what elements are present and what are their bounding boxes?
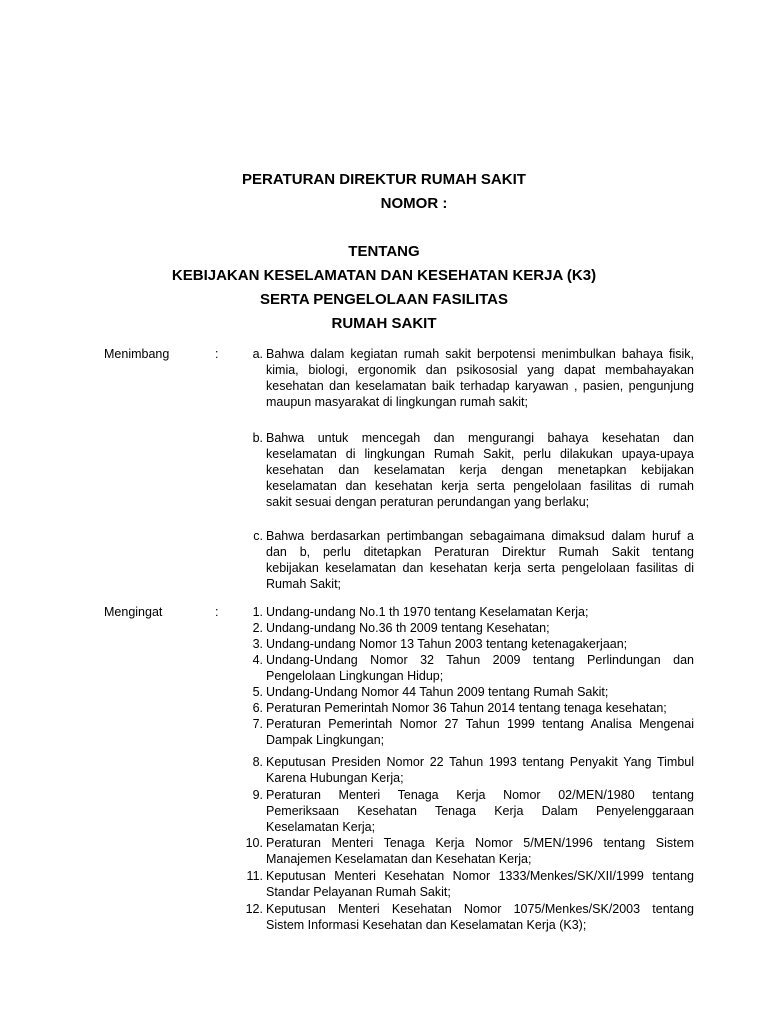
text-line: kesehatan dan keselamatan kerja dengan menetapkan kebijakan: [266, 463, 694, 477]
text-line: dan b, perlu ditetapkan Peraturan Direktur Rumah Sakit tentang: [266, 545, 694, 559]
text-line: kimia, biologi, ergonomik dan psikososial yang dapat membahayakan: [266, 363, 694, 377]
text-line: Bahwa dalam kegiatan rumah sakit berpotensi menimbulkan bahaya fisik,: [266, 347, 694, 361]
text-line: Standar Pelayanan Rumah Sakit;: [266, 885, 451, 899]
text-line: keselamatan di lingkungan Rumah Sakit, perlu dilakukan upaya-upaya: [266, 447, 694, 461]
text-line: Undang-undang No.36 th 2009 tentang Kesehatan;: [266, 621, 550, 635]
text-line: Karena Hubungan Kerja;: [266, 771, 404, 785]
menimbang-label: Menimbang: [104, 347, 170, 361]
item-text: [266, 604, 694, 620]
item-number: 11.: [246, 869, 263, 883]
title-line-nomor: NOMOR :: [380, 195, 448, 212]
text-line: Manajemen Keselamatan dan Kesehatan Kerja;: [266, 852, 532, 866]
item-number: 9.: [252, 788, 263, 802]
item-text: [266, 430, 694, 510]
text-line: Undang-Undang Nomor 44 Tahun 2009 tentang Rumah Sakit;: [266, 685, 609, 699]
title-line-1: PERATURAN DIREKTUR RUMAH SAKIT: [242, 171, 526, 188]
item-text: [266, 636, 694, 652]
mengingat-colon: :: [215, 605, 219, 619]
text-line: Undang-undang Nomor 13 Tahun 2003 tentang ketenagakerjaan;: [266, 637, 628, 651]
text-line: Pemeriksaan Kesehatan Tenaga Kerja Dalam Penyelenggaraan: [266, 804, 694, 818]
text-line: Peraturan Menteri Tenaga Kerja Nomor 5/MEN/1996 tentang Sistem: [266, 836, 694, 850]
text-line: Peraturan Pemerintah Nomor 27 Tahun 1999 tentang Analisa Mengenai: [266, 717, 694, 731]
text-line: keselamatan dan kesehatan kerja serta pengelolaan fasilitas di rumah: [266, 479, 694, 493]
text-line: kebijakan keselamatan dan kesehatan kerja serta pengelolaan fasilitas di: [266, 561, 694, 575]
item-number: 1.: [252, 605, 263, 619]
text-line: sakit sesuai dengan peraturan perundangan yang berlaku;: [266, 495, 590, 509]
item-text: [266, 528, 694, 592]
text-line: Keputusan Menteri Kesehatan Nomor 1333/Menkes/SK/XII/1999 tentang: [266, 869, 694, 883]
item-number: 7.: [252, 717, 263, 731]
text-line: kesehatan dan keselamatan baik terhadap karyawan , pasien, pengunjung: [266, 379, 694, 393]
item-number: 4.: [252, 653, 263, 667]
item-text: [266, 652, 694, 684]
text-line: Peraturan Pemerintah Nomor 36 Tahun 2014 tentang tenaga kesehatan;: [266, 701, 667, 715]
item-text: [266, 346, 694, 410]
item-text: [266, 754, 694, 786]
mengingat-label: Mengingat: [104, 605, 163, 619]
item-mark: a.: [252, 347, 263, 361]
text-line: Keputusan Menteri Kesehatan Nomor 1075/Menkes/SK/2003 tentang: [266, 902, 694, 916]
menimbang-section: [104, 346, 694, 596]
regulation-title: [0, 168, 768, 216]
item-number: 6.: [252, 701, 263, 715]
item-mark: c.: [253, 529, 263, 543]
text-line: Peraturan Menteri Tenaga Kerja Nomor 02/MEN/1980 tentang: [266, 788, 694, 802]
text-line: Undang-Undang Nomor 32 Tahun 2009 tentang Perlindungan dan: [266, 653, 694, 667]
text-line: Pengelolaan Lingkungan Hidup;: [266, 669, 444, 683]
text-line: maupun masyarakat di lingkungan rumah sakit;: [266, 395, 528, 409]
item-text: [266, 901, 694, 933]
text-line: Sistem Informasi Kesehatan dan Keselamatan Kerja (K3);: [266, 918, 587, 932]
item-number: 10.: [245, 836, 263, 850]
text-line: Bahwa berdasarkan pertimbangan sebagaimana dimaksud dalam huruf a: [266, 529, 694, 543]
text-line: Keputusan Presiden Nomor 22 Tahun 1993 tentang Penyakit Yang Timbul: [266, 755, 694, 769]
item-number: 12.: [245, 902, 263, 916]
text-line: Dampak Lingkungan;: [266, 733, 385, 747]
subject-line-2: KEBIJAKAN KESELAMATAN DAN KESEHATAN KERJA (K3): [171, 267, 597, 284]
item-number: 2.: [252, 621, 263, 635]
text-line: Rumah Sakit;: [266, 577, 342, 591]
regulation-subject: [0, 240, 768, 336]
text-line: Undang-undang No.1 th 1970 tentang Keselamatan Kerja;: [266, 605, 589, 619]
menimbang-colon: :: [215, 347, 219, 361]
subject-line-4: RUMAH SAKIT: [331, 315, 437, 332]
item-text: [266, 716, 694, 748]
item-text: [266, 620, 694, 636]
mengingat-section: [104, 604, 694, 934]
item-text: [266, 700, 694, 716]
subject-line-tentang: TENTANG: [348, 243, 420, 260]
text-line: Keselamatan Kerja;: [266, 820, 376, 834]
item-text: [266, 684, 694, 700]
subject-line-3: SERTA PENGELOLAAN FASILITAS: [259, 291, 509, 308]
text-line: Bahwa untuk mencegah dan mengurangi bahaya kesehatan dan: [266, 431, 694, 445]
item-text: [266, 835, 694, 867]
item-number: 5.: [252, 685, 263, 699]
item-mark: b.: [252, 431, 263, 445]
item-number: 8.: [252, 755, 263, 769]
item-number: 3.: [252, 637, 263, 651]
item-text: [266, 787, 694, 835]
item-text: [266, 868, 694, 900]
